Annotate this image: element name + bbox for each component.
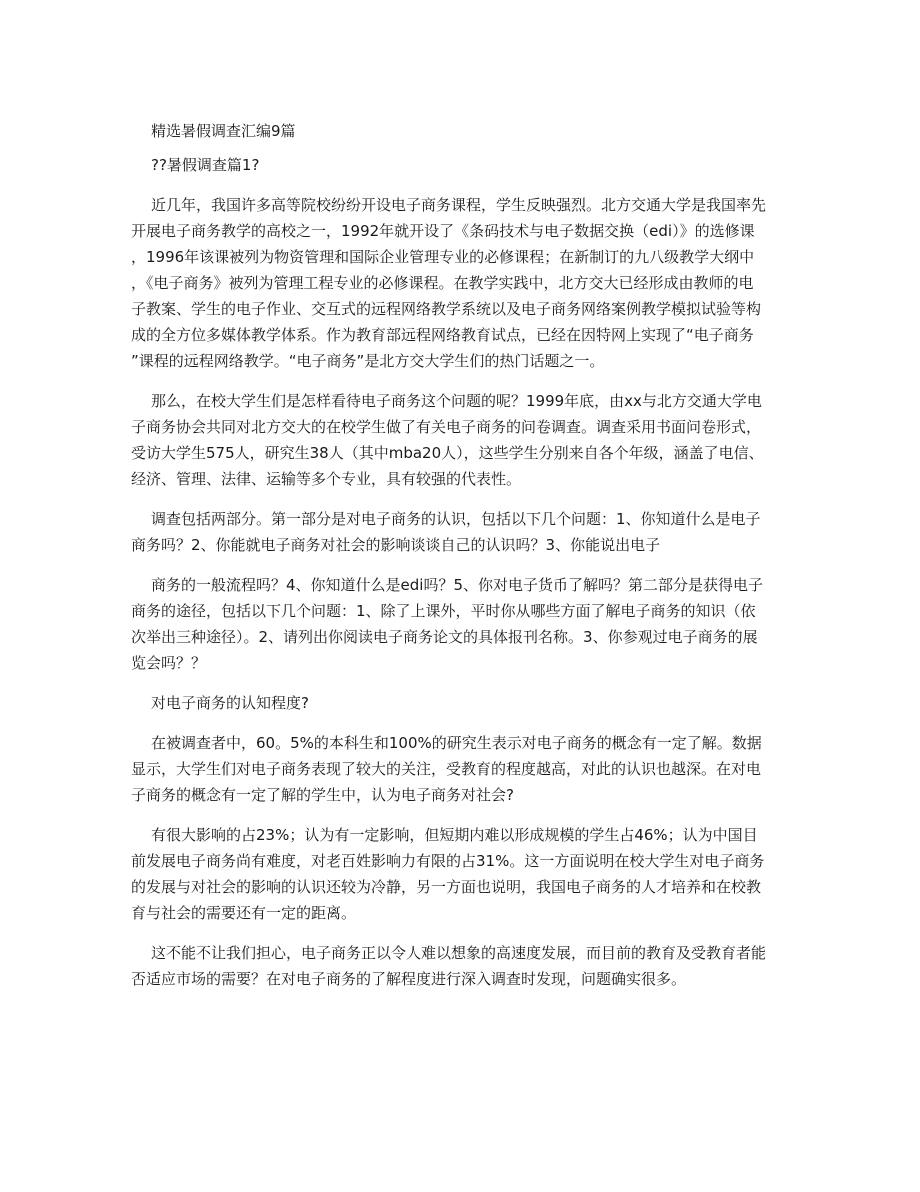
paragraph-line: 览会吗？？ [131,654,207,672]
paragraph-line: 商务的途径，包括以下几个问题：1、除了上课外，平时你从哪些方面了解电子商务的知识（依 [131,602,756,620]
paragraph-line: 有很大影响的占23%；认为有一定影响，但短期内难以形成规模的学生占46%；认为中国目 [151,826,758,844]
paragraph-3 [131,506,801,558]
paragraph-line: 的发展与对社会的影响的认识还较为冷静，另一方面也说明，我国电子商务的人才培养和在校教 [131,878,762,896]
paragraph-line: 育与社会的需要还有一定的距离。 [131,904,357,922]
paragraph-line: 这不能不让我们担心，电子商务正以令人难以想象的高速度发展，而目前的教育及受教育者能 [151,944,767,962]
paragraph-6 [131,730,801,808]
paragraph-line: 显示，大学生们对电子商务表现了较大的关注，受教育的程度越高，对此的认识也越深。在对电 [131,760,762,778]
paragraph-line: 成的全方位多媒体教学体系。作为教育部远程网络教育试点，已经在因特网上实现了“电子商务 [131,326,754,344]
paragraph-line: 子商务的概念有一定了解的学生中，认为电子商务对社会? [131,786,514,804]
paragraph-line: 子教案、学生的电子作业、交互式的远程网络教学系统以及电子商务网络案例教学模拟试验等构 [131,300,762,318]
paragraph-line: 近几年，我国许多高等院校纷纷开设电子商务课程，学生反映强烈。北方交通大学是我国率先 [151,196,767,214]
paragraph-line: 商务的一般流程吗？4、你知道什么是edi吗？5、你对电子货币了解吗？第二部分是获得电子 [151,576,764,594]
paragraph-2 [131,388,801,492]
paragraph-line: ，1996年该课被列为物资管理和国际企业管理专业的必修课程；在新制订的九八级教学大纲中 [131,248,755,266]
paragraph-5 [131,690,801,716]
paragraph-line: 商务吗？2、你能就电子商务对社会的影响谈谈自己的认识吗？3、你能说出电子 [131,536,661,554]
paragraph-line: 否适应市场的需要？在对电子商务的了解程度进行深入调查时发现，问题确实很多。 [131,970,687,988]
document-title: 精选暑假调查汇编9篇 [151,122,296,140]
subheading: 对电子商务的认知程度? [151,694,309,712]
paragraph-1 [131,192,801,374]
paragraph-line: 那么，在校大学生们是怎样看待电子商务这个问题的呢？1999年底，由xx与北方交通大学电 [151,392,762,410]
paragraph-line: 前发展电子商务尚有难度，对老百姓影响力有限的占31%。这一方面说明在校大学生对电子商务 [131,852,765,870]
paragraph-7 [131,822,801,926]
paragraph-line: ，《电子商务》被列为管理工程专业的必修课程。在教学实践中，北方交大已经形成由教师的电 [131,274,754,292]
paragraph-4 [131,572,801,676]
paragraph-8 [131,940,801,992]
paragraph-line: 在被调查者中，60。5%的本科生和100%的研究生表示对电子商务的概念有一定了解。数据 [151,734,762,752]
paragraph-line: ”课程的远程网络教学。“电子商务”是北方交大学生们的热门话题之一。 [131,352,605,370]
paragraph-line: 开展电子商务教学的高校之一，1992年就开设了《条码技术与电子数据交换（edi）》的选修课 [131,222,755,240]
paragraph-line: 受访大学生575人，研究生38人（其中mba20人），这些学生分别来自各个年级，涵盖了电信、 [131,444,764,462]
paragraph-line: 子商务协会共同对北方交大的在校学生做了有关电子商务的问卷调查。调查采用书面问卷形式， [131,418,762,436]
document-body [131,118,801,1006]
paragraph-line: 次举出三种途径）。2、请列出你阅读电子商务论文的具体报刊名称。3、你参观过电子商务的展 [131,628,758,646]
paragraph-line: 经济、管理、法律、运输等多个专业，具有较强的代表性。 [131,470,522,488]
paragraph-line: 调查包括两部分。第一部分是对电子商务的认识，包括以下几个问题：1、你知道什么是电子 [151,510,761,528]
section-heading: ??暑假调查篇1? [151,156,260,174]
